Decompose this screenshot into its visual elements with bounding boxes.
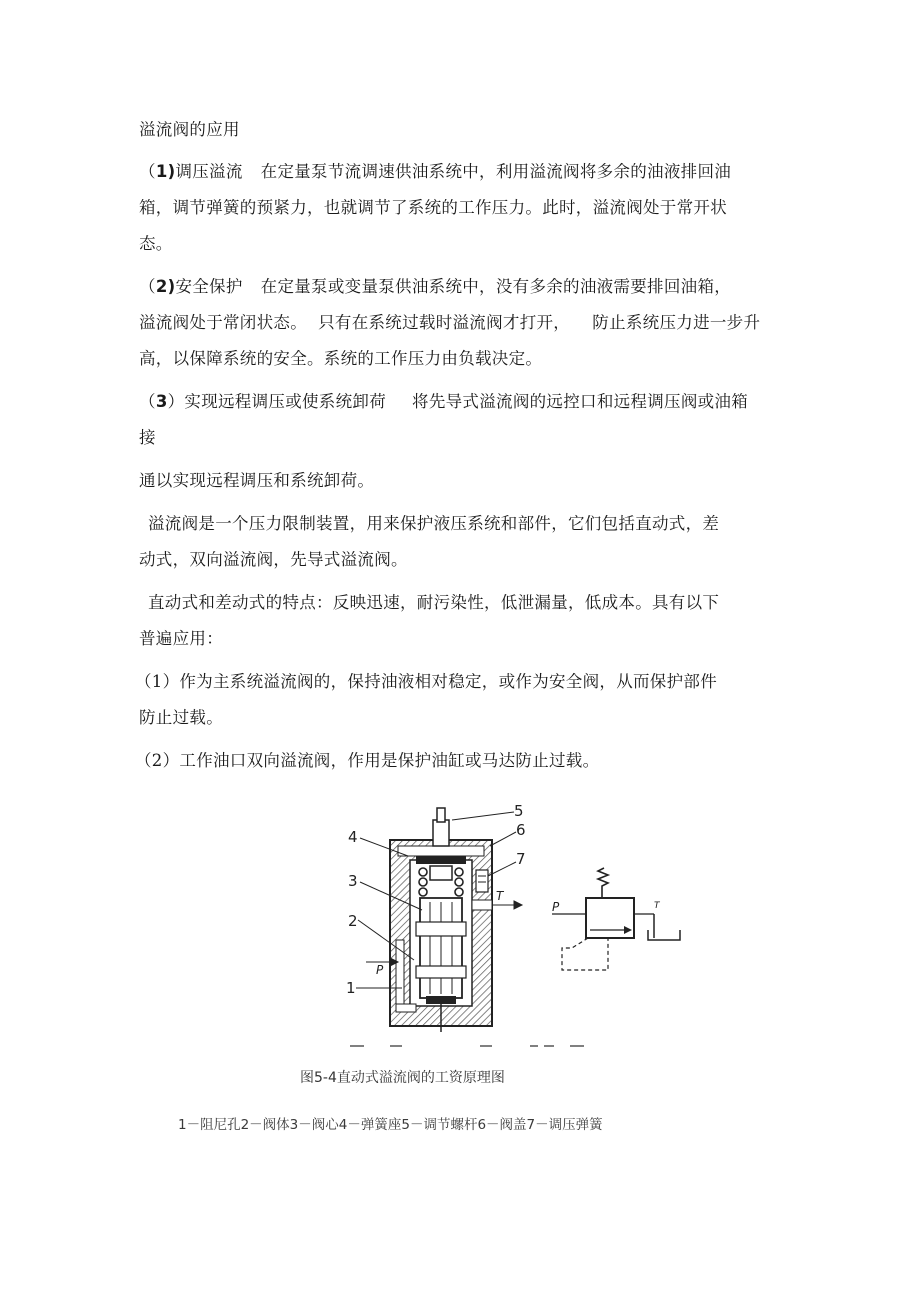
item-3-number: 3 bbox=[155, 392, 168, 411]
item-2-line-1: （2)安全保护 在定量泵或变量泵供油系统中，没有多余的油液需要排回油箱， bbox=[139, 277, 732, 296]
para-2-line-2: 普遍应用： bbox=[139, 629, 223, 648]
item-3-line-1: （3）实现远程调压或使系统卸荷 将先导式溢流阀的远控口和远程调压阀或油箱 bbox=[139, 392, 749, 411]
list-item-2-text: 工作油口双向溢流阀，作用是保护油缸或马达防止过载。 bbox=[179, 751, 600, 770]
relief-valve-symbol bbox=[552, 868, 680, 970]
callout-5: 5 bbox=[514, 802, 524, 820]
item-3-line-3: 通以实现远程调压和系统卸荷。 bbox=[139, 471, 375, 490]
symbol-p-label: P bbox=[552, 900, 560, 914]
port-p-label: P bbox=[376, 963, 384, 977]
figure-caption: 图5-4直动式溢流阀的工资原理图 bbox=[300, 1070, 505, 1086]
port-t-label: T bbox=[496, 889, 504, 903]
symbol-t-label: T bbox=[654, 901, 660, 911]
list-item-2-line-1 bbox=[135, 749, 599, 773]
doc-title: 溢流阀的应用 bbox=[139, 120, 240, 139]
item-1-line-2: 箱，调节弹簧的预紧力，也就调节了系统的工作压力。此时，溢流阀处于常开状 bbox=[139, 198, 727, 217]
item-2-number: 2) bbox=[155, 277, 176, 296]
callout-1: 1 bbox=[346, 979, 356, 997]
relief-valve-figure bbox=[178, 790, 690, 1150]
callout-3: 3 bbox=[348, 872, 358, 890]
para-1-line-1: 溢流阀是一个压力限制装置，用来保护液压系统和部件，它们包括直动式，差 bbox=[148, 514, 720, 533]
para-1-line-2: 动式，双向溢流阀，先导式溢流阀。 bbox=[139, 550, 408, 569]
list-item-1-line-2: 防止过载。 bbox=[139, 708, 223, 727]
para-2-line-1: 直动式和差动式的特点：反映迅速，耐污染性，低泄漏量，低成本。具有以下 bbox=[148, 593, 720, 612]
relief-valve-diagram bbox=[178, 790, 690, 1150]
item-1-line-3: 态。 bbox=[139, 234, 173, 253]
item-2-heading: 安全保护 bbox=[175, 277, 243, 296]
figure-legend: 1－阻尼孔2－阀体3－阀心4－弹簧座5－调节螺杆6－阀盖7－调压弹簧 bbox=[178, 1117, 603, 1133]
item-1-line-1: （1)调压溢流 在定量泵节流调速供油系统中，利用溢流阀将多余的油液排回油 bbox=[139, 162, 732, 181]
valve-cross-section bbox=[390, 808, 492, 1032]
item-2-line-2: 溢流阀处于常闭状态。 只有在系统过载时溢流阀才打开， 防止系统压力进一步升 bbox=[139, 313, 761, 332]
list-item-1-number: （1） bbox=[135, 672, 180, 691]
item-3-line-2: 接 bbox=[139, 428, 156, 447]
item-3-heading: 实现远程调压或使系统卸荷 bbox=[184, 392, 387, 411]
item-3-text-1: 将先导式溢流阀的远控口和远程调压阀或油箱 bbox=[412, 392, 749, 411]
list-item-2-number: （2） bbox=[135, 751, 180, 770]
callout-4: 4 bbox=[348, 828, 358, 846]
item-1-text-1: 在定量泵节流调速供油系统中，利用溢流阀将多余的油液排回油 bbox=[260, 162, 732, 181]
list-item-1-line-1 bbox=[135, 670, 717, 694]
callout-2: 2 bbox=[348, 912, 358, 930]
list-item-1-text: 作为主系统溢流阀的，保持油液相对稳定，或作为安全阀，从而保护部件 bbox=[179, 672, 718, 691]
callout-6: 6 bbox=[516, 821, 526, 839]
callout-7: 7 bbox=[516, 850, 526, 868]
item-1-heading: 调压溢流 bbox=[175, 162, 243, 181]
item-2-line-3: 高，以保障系统的安全。系统的工作压力由负载决定。 bbox=[139, 349, 543, 368]
item-1-number: 1) bbox=[155, 162, 176, 181]
item-2-text-1: 在定量泵或变量泵供油系统中，没有多余的油液需要排回油箱， bbox=[260, 277, 732, 296]
